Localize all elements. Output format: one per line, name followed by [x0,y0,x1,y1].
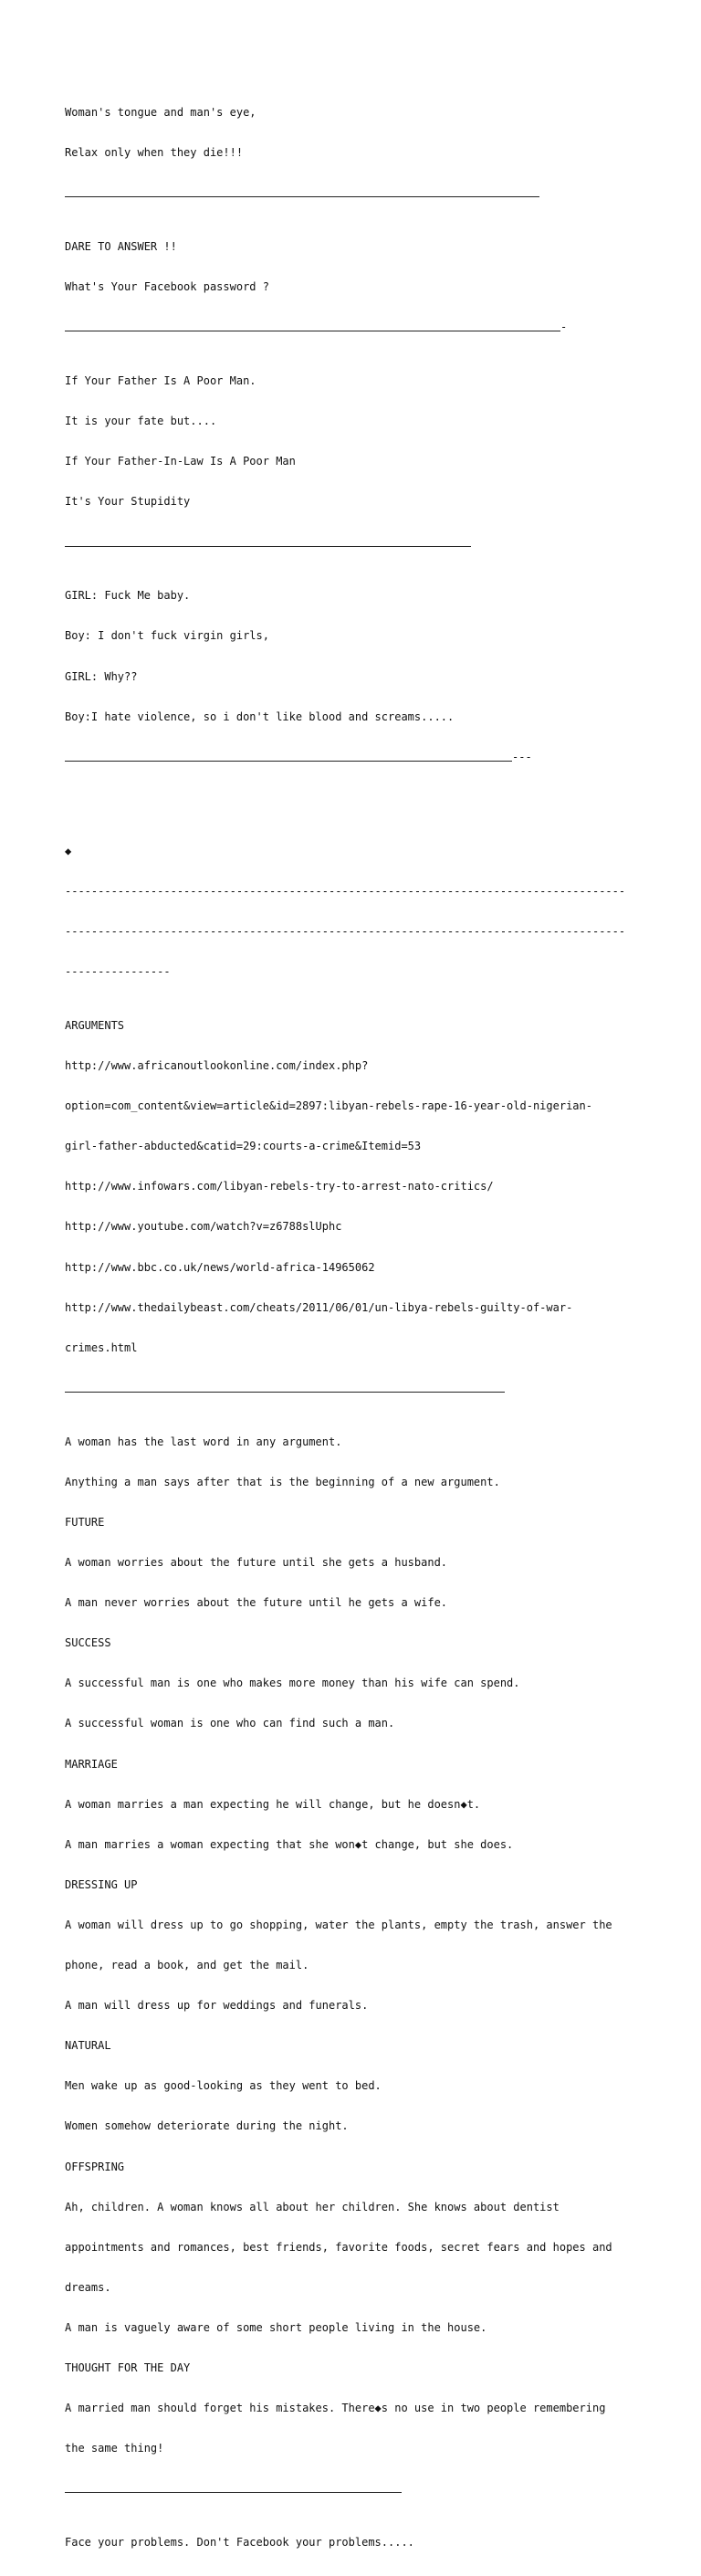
section-heading: THOUGHT FOR THE DAY [65,2361,191,2375]
text-line: Boy: I don't fuck virgin girls, [65,629,269,643]
text-line: GIRL: Why?? [65,669,138,683]
url-line: http://www.thedailybeast.com/cheats/2011/06/01/un-libya-rebels-guilty-of-war- [65,1300,573,1314]
separator-rule [65,186,638,200]
joke-line: A woman has the last word in any argument. [65,1435,342,1448]
joke-line: A successful man is one who makes more money than his wife can spend. [65,1677,520,1690]
dash-line: ------------------------------------------------------------------------------------- [65,884,626,898]
text-line: It is your fate but.... [65,415,217,428]
joke-line: Ah, children. A woman knows all about her children. She knows about dentist [65,2200,560,2213]
joke-line: A man marries a woman expecting that she won◆t change, but she does. [65,1837,514,1851]
joke-line: A woman will dress up to go shopping, water the plants, empty the trash, answer the [65,1918,612,1931]
joke-line: dreams. [65,2280,111,2294]
section-heading: NATURAL [65,2039,111,2053]
joke-line: A man is vaguely aware of some short people living in the house. [65,2321,487,2335]
text-line: GIRL: Fuck Me baby. [65,589,191,603]
joke-line: phone, read a book, and get the mail. [65,1959,309,1972]
poem-line: Relax only when they die!!! [65,146,244,160]
url-line: option=com_content&view=article&id=2897:libyan-rebels-rape-16-year-old-nigerian- [65,1099,592,1113]
text-line: What's Your Facebook password ? [65,280,269,294]
poem-line: Woman's tongue and man's eye, [65,106,256,120]
joke-line: appointments and romances, best friends, favorite foods, secret fears and hopes and [65,2240,612,2254]
rule-tail: - [560,321,568,334]
rule-tail: --- [512,750,532,763]
joke-line: A successful woman is one who can find such a man. [65,1717,395,1730]
section-heading: ARGUMENTS [65,1018,125,1032]
joke-line: the same thing! [65,2442,164,2455]
section-heading: DRESSING UP [65,1877,138,1891]
url-line: crimes.html [65,1341,138,1354]
section-heading: SUCCESS [65,1636,111,1650]
joke-line: A man never worries about the future until he gets a wife. [65,1596,448,1610]
url-line: girl-father-abducted&catid=29:courts-a-crime&Itemid=53 [65,1140,422,1153]
separator-rule [65,2482,638,2496]
url-line: http://www.africanoutlookonline.com/index.php? [65,1058,369,1072]
text-line: DARE TO ANSWER !! [65,240,177,254]
joke-line: A man will dress up for weddings and funerals. [65,1999,369,2013]
dash-line: ---------------- [65,965,171,979]
text-line: Boy:I hate violence, so i don't like blood and screams..... [65,710,455,723]
joke-line: Women somehow deteriorate during the night. [65,2119,349,2133]
text-line: If Your Father-In-Law Is A Poor Man [65,455,296,468]
section-heading: MARRIAGE [65,1757,118,1771]
diamond-glyph: ◆ [65,844,72,857]
joke-line: A woman marries a man expecting he will change, but he doesn◆t. [65,1797,481,1811]
joke-line: Anything a man says after that is the beginning of a new argument. [65,1475,500,1488]
section-heading: OFFSPRING [65,2160,125,2173]
separator-rule [65,1382,638,1395]
joke-line: A married man should forget his mistakes. There◆s no use in two people remembering [65,2402,606,2415]
dash-line: ------------------------------------------------------------------------------------- [65,924,626,938]
joke-line: A woman worries about the future until she gets a husband. [65,1555,448,1569]
url-line: http://www.bbc.co.uk/news/world-africa-14965062 [65,1260,375,1274]
joke-line: Men wake up as good-looking as they went to bed. [65,2079,382,2093]
url-line: http://www.youtube.com/watch?v=z6788slUphc [65,1220,342,1234]
document-page [65,66,638,2576]
url-line: http://www.infowars.com/libyan-rebels-try-to-arrest-nato-critics/ [65,1180,494,1193]
blank-line [65,804,638,818]
section-heading: FUTURE [65,1515,105,1529]
separator-rule [65,536,638,550]
separator-rule [65,321,638,334]
text-line: If Your Father Is A Poor Man. [65,374,256,388]
closing-line: Face your problems. Don't Facebook your problems..... [65,2536,414,2550]
separator-rule [65,751,638,764]
text-line: It's Your Stupidity [65,495,191,509]
